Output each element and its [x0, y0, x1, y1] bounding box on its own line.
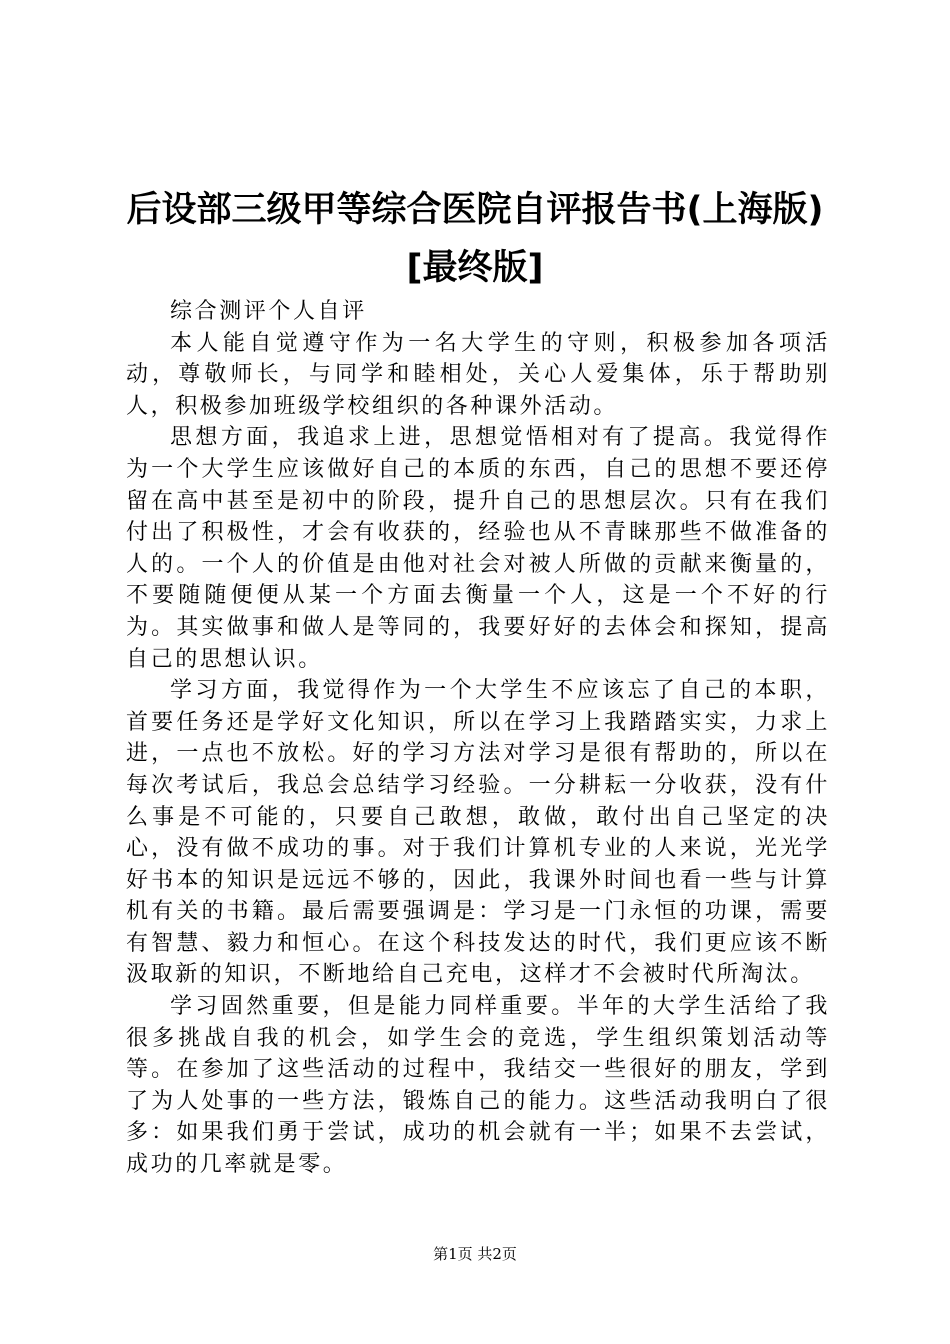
document-title-suffix: [最终版]	[406, 248, 544, 288]
document-title: 后设部三级甲等综合医院自评报告书(上海版)	[126, 190, 824, 230]
body-paragraph: 学习固然重要，但是能力同样重要。半年的大学生活给了我很多挑战自我的机会，如学生会的竞选，学生组织策划活动等等。在参加了这些活动的过程中，我结交一些很好的朋友，学到了为人处事的一些方法，锻炼自己的能力。这些活动我明白了很多：如果我们勇于尝试，成功的机会就有一半；如果不去尝试，成功的几率就是零。	[126, 994, 830, 1178]
section-heading: 综合测评个人自评	[170, 299, 367, 324]
page-number-footer: 第1页 共2页	[433, 1245, 517, 1263]
document-body	[126, 296, 830, 1181]
body-paragraph: 本人能自觉遵守作为一名大学生的守则，积极参加各项活动，尊敬师长，与同学和睦相处，关心人爱集体，乐于帮助别人，积极参加班级学校组织的各种课外活动。	[126, 330, 830, 419]
body-paragraph: 学习方面，我觉得作为一个大学生不应该忘了自己的本职，首要任务还是学好文化知识，所以在学习上我踏踏实实，力求上进，一点也不放松。好的学习方法对学习是很有帮助的，所以在每次考试后，我总会总结学习经验。一分耕耘一分收获，没有什么事是不可能的，只要自己敢想，敢做，敢付出自己坚定的决心，没有做不成功的事。对于我们计算机专业的人来说，光光学好书本的知识是远远不够的，因此，我课外时间也看一些与计算机有关的书籍。最后需要强调是：学习是一门永恒的功课，需要有智慧、毅力和恒心。在这个科技发达的时代，我们更应该不断汲取新的知识，不断地给自己充电，这样才不会被时代所淘汰。	[126, 678, 830, 988]
body-paragraph: 思想方面，我追求上进，思想觉悟相对有了提高。我觉得作为一个大学生应该做好自己的本质的东西，自己的思想不要还停留在高中甚至是初中的阶段，提升自己的思想层次。只有在我们付出了积极性，才会有收获的，经验也从不青睐那些不做准备的人的。一个人的价值是由他对社会对被人所做的贡献来衡量的，不要随随便便从某一个方面去衡量一个人，这是一个不好的行为。其实做事和做人是等同的，我要好好的去体会和探知，提高自己的思想认识。	[126, 425, 830, 672]
